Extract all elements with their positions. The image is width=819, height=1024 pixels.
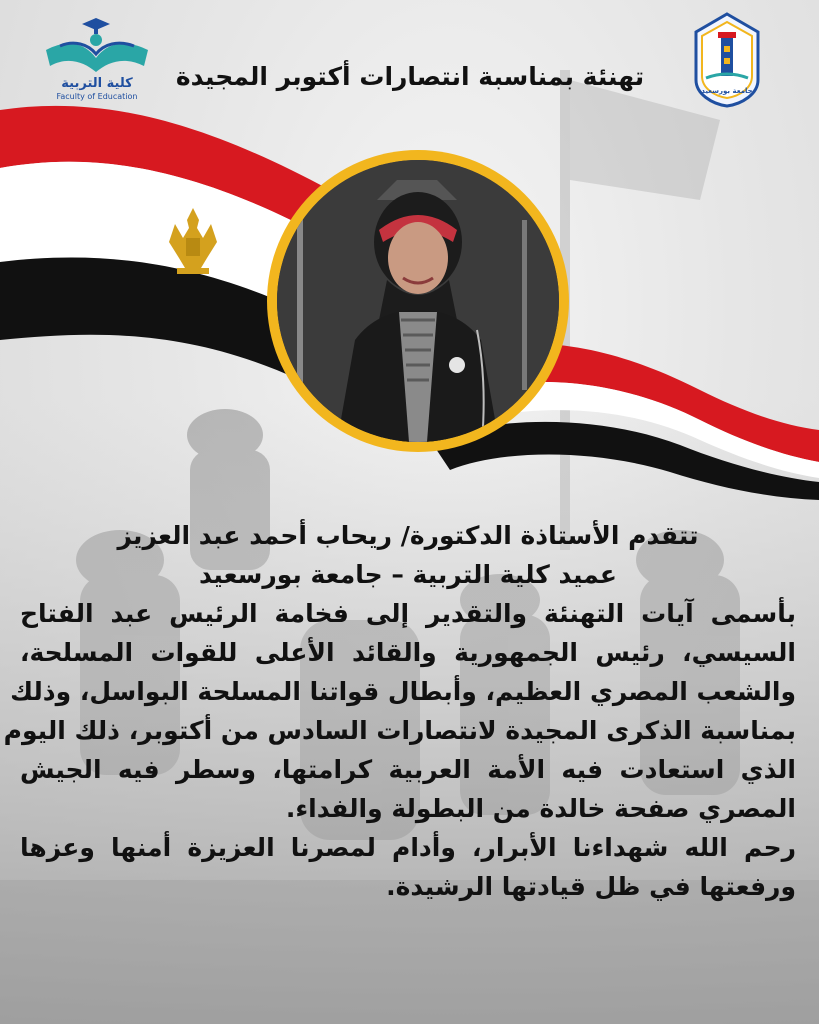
message-body-line: المصري صفحة خالدة من البطولة والفداء.: [285, 794, 796, 823]
port-said-university-logo: [692, 12, 762, 108]
message-body-line: السيسي، رئيس الجمهورية والقائد الأعلى للقوات المسلحة،: [20, 638, 796, 667]
page-title: تهنئة بمناسبة انتصارات أكتوبر المجيدة: [175, 62, 645, 91]
message-body-line: والشعب المصري العظيم، وأبطال قواتنا المسلحة البواسل، وذلك: [10, 677, 796, 706]
faculty-of-education-logo: [38, 10, 156, 102]
congratulation-message: [3, 516, 796, 906]
sender-title-line: عميد كلية التربية – جامعة بورسعيد: [198, 560, 618, 589]
sender-line: تتقدم الأستاذة الدكتورة/ ريحاب أحمد عبد العزيز: [117, 521, 699, 550]
portrait-photo: [277, 160, 559, 442]
faculty-name-en: Faculty of Education: [56, 92, 138, 101]
message-body-line: الذي استعادت فيه الأمة العربية كرامتها، وسطر فيه الجيش: [20, 755, 796, 784]
faculty-name-ar: كلية التربية: [61, 76, 133, 91]
message-body-line: بأسمى آيات التهنئة والتقدير إلى فخامة الرئيس عبد الفتاح: [20, 599, 796, 628]
message-body-line: ورفعتها في ظل قيادتها الرشيدة.: [386, 872, 796, 901]
portrait-frame: [267, 150, 569, 452]
open-book-icon: [46, 34, 148, 72]
university-caption: جامعة بورسعيد: [701, 87, 753, 95]
graduation-cap-icon: [82, 18, 110, 34]
person-portrait-icon: [277, 160, 559, 442]
message-body-line: بمناسبة الذكرى المجيدة لانتصارات السادس من أكتوبر، ذلك اليوم: [3, 716, 796, 745]
message-body-line: رحم الله شهداءنا الأبرار، وأدام لمصرنا العزيزة أمنها وعزها: [20, 833, 796, 862]
